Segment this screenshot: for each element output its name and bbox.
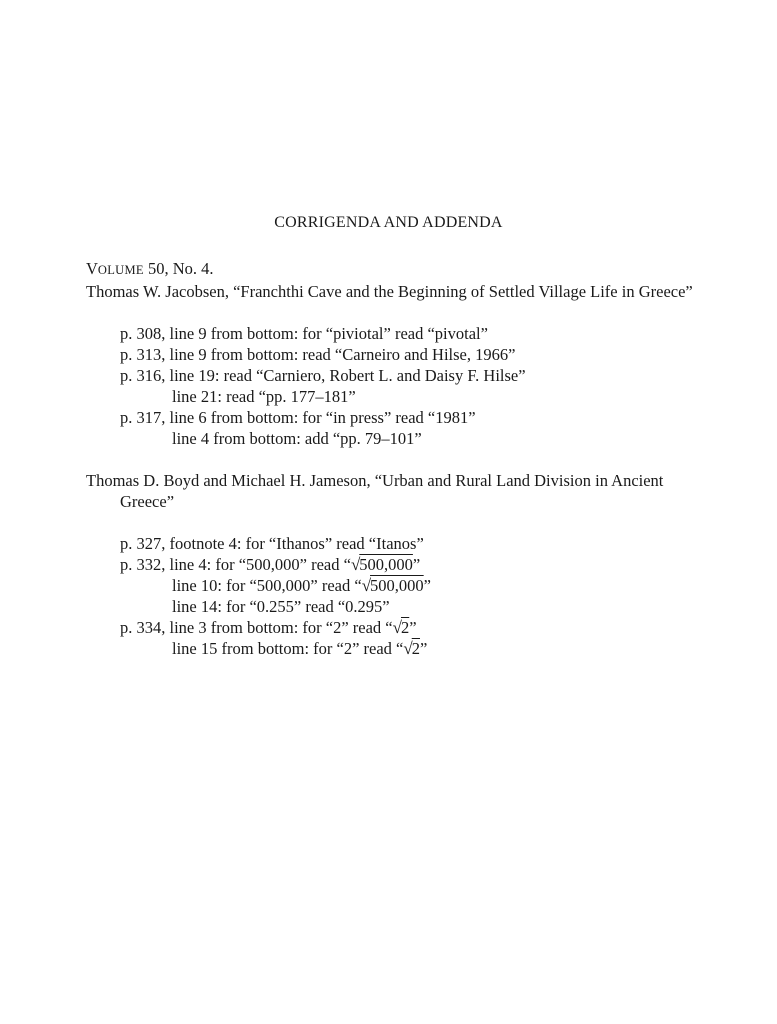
correction-text: line 10: for “500,000” read “ — [172, 576, 362, 595]
correction-subline — [120, 638, 706, 659]
corrigenda-body — [86, 258, 706, 659]
closing-quote: ” — [423, 576, 431, 595]
correction-text: p. 334, line 3 from bottom: for “2” read “ — [120, 618, 393, 637]
closing-quote: ” — [412, 555, 421, 574]
correction-subline: line 4 from bottom: add “pp. 79–101” — [172, 429, 422, 448]
radicand: 500,000 — [359, 555, 413, 574]
correction-line: p. 317, line 6 from bottom: for “in press” read “1981” — [120, 408, 476, 427]
article-1-corrections — [120, 323, 706, 449]
volume-prefix-initial: V — [86, 259, 98, 278]
correction-subline: line 14: for “0.255” read “0.295” — [172, 597, 390, 616]
section-spacer — [86, 449, 706, 470]
article-2-heading: Thomas D. Boyd and Michael H. Jameson, “Urban and Rural Land Division in Ancient Greece” — [86, 471, 664, 511]
square-root-sign: √ — [361, 576, 372, 595]
correction-line: p. 313, line 9 from bottom: read “Carneiro and Hilse, 1966” — [120, 345, 516, 364]
article-2-corrections — [120, 533, 706, 659]
correction-text: line 15 from bottom: for “2” read “ — [172, 639, 404, 658]
volume-number: 50, No. 4. — [143, 259, 214, 278]
radicand: 2 — [411, 639, 420, 658]
square-root-sign: √ — [350, 555, 361, 574]
correction-line — [120, 554, 706, 575]
correction-subline: line 21: read “pp. 177–181” — [172, 387, 356, 406]
radicand: 500,000 — [370, 576, 424, 595]
closing-quote: ” — [409, 618, 417, 637]
correction-line: p. 308, line 9 from bottom: for “piviotal” read “pivotal” — [120, 324, 488, 343]
volume-heading — [86, 258, 706, 281]
correction-line: p. 327, footnote 4: for “Ithanos” read “Itanos” — [120, 534, 424, 553]
square-root-sign: √ — [403, 639, 413, 658]
correction-text: p. 332, line 4: for “500,000” read “ — [120, 555, 351, 574]
volume-prefix-small-caps: OLUME — [97, 263, 144, 277]
correction-subline — [120, 575, 706, 596]
radicand: 2 — [400, 618, 410, 637]
article-1-heading: Thomas W. Jacobsen, “Franchthi Cave and the Beginning of Settled Village Life in Greece” — [86, 282, 693, 301]
closing-quote: ” — [419, 639, 428, 658]
correction-line: p. 316, line 19: read “Carniero, Robert L. and Daisy F. Hilse” — [120, 366, 526, 385]
page-title: CORRIGENDA AND ADDENDA — [274, 214, 503, 231]
square-root-sign: √ — [392, 618, 402, 637]
correction-line — [120, 617, 706, 638]
